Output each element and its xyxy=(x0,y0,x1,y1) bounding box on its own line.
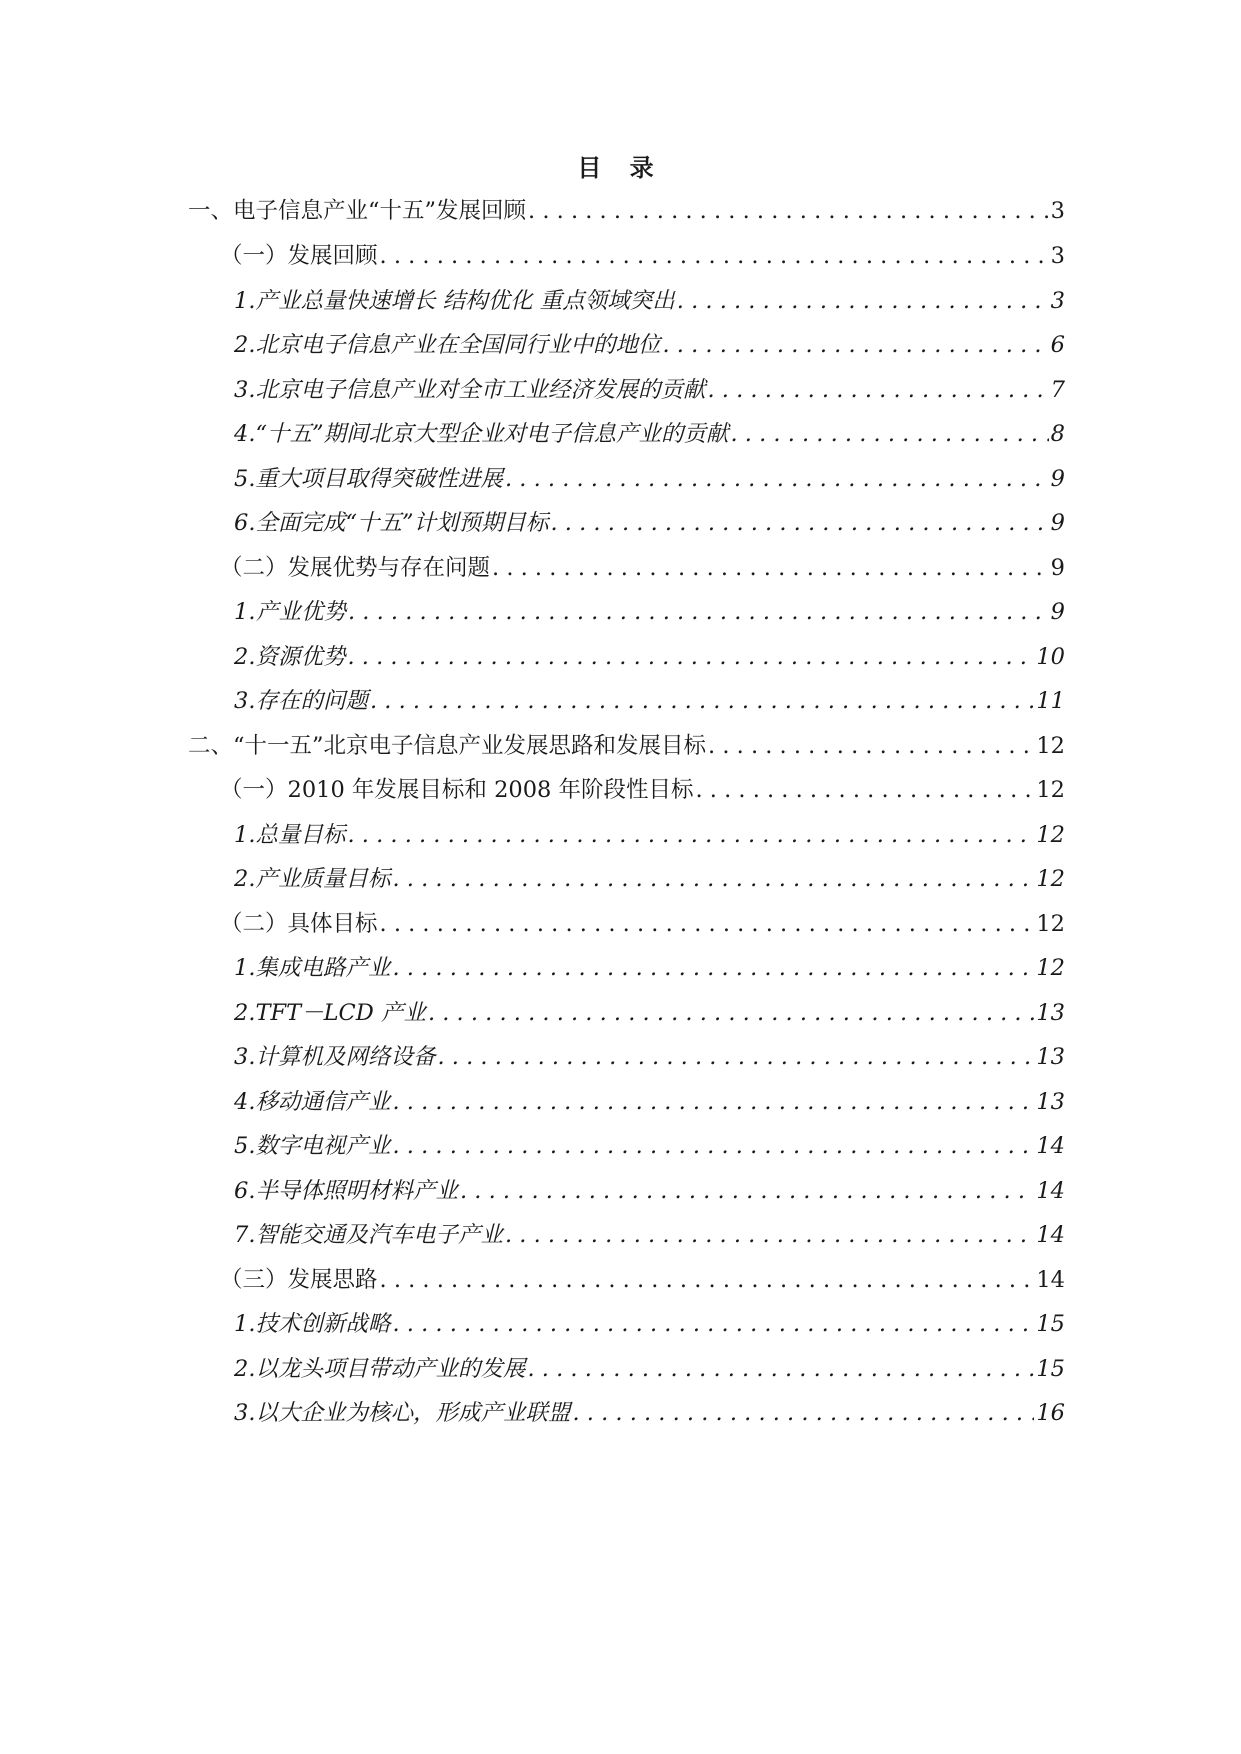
entry-label: 北京电子信息产业在全国同行业中的地位 xyxy=(255,332,661,358)
dot-leader xyxy=(370,688,1034,714)
dot-leader xyxy=(505,466,1049,492)
entry-label: 技术创新战略 xyxy=(255,1311,391,1337)
entry-page: 12 xyxy=(1036,955,1065,981)
entry-page: 9 xyxy=(1050,510,1065,536)
toc-entry[interactable] xyxy=(234,372,1065,406)
toc-entry[interactable] xyxy=(234,283,1065,317)
entry-label: 计算机及网络设备 xyxy=(255,1044,436,1070)
entry-number: 1. xyxy=(234,288,256,314)
dot-leader xyxy=(460,1178,1034,1204)
entry-number: 2. xyxy=(234,332,256,358)
entry-label: 资源优势 xyxy=(255,644,346,670)
toc-entry[interactable] xyxy=(234,594,1065,628)
entry-number: 3. xyxy=(234,688,256,714)
toc-entry[interactable] xyxy=(234,1173,1065,1207)
dot-leader xyxy=(730,421,1048,447)
dot-leader xyxy=(528,198,1049,224)
dot-leader xyxy=(428,1000,1034,1026)
toc-entry[interactable] xyxy=(234,683,1065,717)
entry-label: 数字电视产业 xyxy=(255,1133,391,1159)
toc-entry[interactable] xyxy=(220,238,1065,272)
toc-entry[interactable] xyxy=(220,772,1065,806)
entry-page: 11 xyxy=(1036,688,1065,714)
entry-label: “十五”期间北京大型企业对电子信息产业的贡献 xyxy=(255,421,729,447)
entry-number: 一、 xyxy=(188,198,234,224)
entry-page: 14 xyxy=(1036,1133,1065,1159)
entry-page: 13 xyxy=(1036,1089,1065,1115)
dot-leader xyxy=(505,1222,1034,1248)
dot-leader xyxy=(707,377,1048,403)
entry-label: 移动通信产业 xyxy=(255,1089,391,1115)
entry-page: 9 xyxy=(1050,466,1065,492)
entry-number: 5. xyxy=(234,466,256,492)
entry-page: 13 xyxy=(1036,1044,1065,1070)
entry-number: 1. xyxy=(234,822,256,848)
entry-page: 10 xyxy=(1036,644,1065,670)
entry-label: 以龙头项目带动产业的发展 xyxy=(255,1356,526,1382)
dot-leader xyxy=(527,1356,1034,1382)
dot-leader xyxy=(392,1311,1034,1337)
toc-entry[interactable] xyxy=(234,1306,1065,1340)
entry-label: 产业质量目标 xyxy=(255,866,391,892)
dot-leader xyxy=(708,733,1034,759)
entry-page: 14 xyxy=(1036,1178,1065,1204)
entry-page: 8 xyxy=(1050,421,1065,447)
entry-number: 5. xyxy=(234,1133,256,1159)
dot-leader xyxy=(695,777,1034,803)
toc-entry[interactable] xyxy=(188,728,1065,762)
dot-leader xyxy=(392,955,1034,981)
dot-leader xyxy=(380,1267,1035,1293)
toc-entry[interactable] xyxy=(220,1262,1065,1296)
entry-page: 16 xyxy=(1036,1400,1065,1426)
dot-leader xyxy=(677,288,1049,314)
dot-leader xyxy=(572,1400,1034,1426)
entry-label: 半导体照明材料产业 xyxy=(255,1178,458,1204)
entry-label: 电子信息产业“十五”发展回顾 xyxy=(233,198,527,224)
toc-entry[interactable] xyxy=(234,1084,1065,1118)
toc-entry[interactable] xyxy=(234,327,1065,361)
entry-label: 集成电路产业 xyxy=(255,955,391,981)
entry-page: 14 xyxy=(1036,1267,1065,1293)
toc-entry[interactable] xyxy=(234,1351,1065,1385)
dot-leader xyxy=(550,510,1048,536)
toc-entry[interactable] xyxy=(234,505,1065,539)
dot-leader xyxy=(347,644,1034,670)
entry-label: 以大企业为核心，形成产业联盟 xyxy=(255,1400,571,1426)
entry-label: 总量目标 xyxy=(255,822,346,848)
entry-number: 4. xyxy=(234,421,256,447)
toc-entry[interactable] xyxy=(234,416,1065,450)
entry-number: 6. xyxy=(234,1178,256,1204)
toc-entry[interactable] xyxy=(234,1039,1065,1073)
entry-number: 3. xyxy=(234,1044,256,1070)
entry-page: 15 xyxy=(1036,1311,1065,1337)
entry-page: 9 xyxy=(1050,599,1065,625)
toc-entry[interactable] xyxy=(234,1395,1065,1429)
toc-entry[interactable] xyxy=(188,193,1065,227)
entry-label: （三）发展思路 xyxy=(220,1267,378,1293)
toc-entry[interactable] xyxy=(234,639,1065,673)
entry-label: 重大项目取得突破性进展 xyxy=(255,466,503,492)
dot-leader xyxy=(380,243,1049,269)
entry-page: 12 xyxy=(1036,822,1065,848)
toc-entry[interactable] xyxy=(220,550,1065,584)
entry-label: TFT－LCD 产业 xyxy=(255,1000,426,1026)
toc-entry[interactable] xyxy=(234,817,1065,851)
entry-number: 3. xyxy=(234,377,256,403)
entry-page: 3 xyxy=(1050,288,1065,314)
entry-number: 2. xyxy=(234,1356,256,1382)
entry-page: 14 xyxy=(1036,1222,1065,1248)
entry-page: 12 xyxy=(1036,866,1065,892)
entry-label: 产业总量快速增长 结构优化 重点领域突出 xyxy=(255,288,675,314)
entry-label: 全面完成“十五”计划预期目标 xyxy=(255,510,549,536)
toc-entry[interactable] xyxy=(234,1217,1065,1251)
entry-number: 2. xyxy=(234,644,256,670)
entry-number: 2. xyxy=(234,1000,256,1026)
entry-label: （一）2010 年发展目标和 2008 年阶段性目标 xyxy=(220,777,694,803)
entry-label: 北京电子信息产业对全市工业经济发展的贡献 xyxy=(255,377,706,403)
entry-label: 智能交通及汽车电子产业 xyxy=(255,1222,503,1248)
dot-leader xyxy=(392,1133,1034,1159)
entry-page: 7 xyxy=(1050,377,1065,403)
entry-number: 二、 xyxy=(188,733,234,759)
entry-label: （二）发展优势与存在问题 xyxy=(220,555,491,581)
toc-entry[interactable] xyxy=(234,1128,1065,1162)
entry-number: 1. xyxy=(234,955,256,981)
entry-page: 13 xyxy=(1036,1000,1065,1026)
entry-page: 6 xyxy=(1050,332,1065,358)
entry-page: 3 xyxy=(1050,198,1065,224)
dot-leader xyxy=(437,1044,1034,1070)
entry-label: “十一五”北京电子信息产业发展思路和发展目标 xyxy=(233,733,707,759)
entry-number: 6. xyxy=(234,510,256,536)
toc-entry[interactable] xyxy=(234,995,1065,1029)
entry-number: 1. xyxy=(234,1311,256,1337)
toc-title: 目 录 xyxy=(577,153,664,182)
dot-leader xyxy=(347,822,1034,848)
entry-label: 产业优势 xyxy=(255,599,346,625)
dot-leader xyxy=(380,911,1035,937)
dot-leader xyxy=(492,555,1049,581)
entry-page: 12 xyxy=(1036,777,1065,803)
toc-entry[interactable] xyxy=(220,906,1065,940)
dot-leader xyxy=(662,332,1048,358)
entry-label: （一）发展回顾 xyxy=(220,243,378,269)
entry-page: 3 xyxy=(1050,243,1065,269)
entry-number: 7. xyxy=(234,1222,256,1248)
dot-leader xyxy=(392,866,1034,892)
toc-entry[interactable] xyxy=(234,861,1065,895)
entry-page: 12 xyxy=(1036,911,1065,937)
entry-number: 4. xyxy=(234,1089,256,1115)
entry-number: 3. xyxy=(234,1400,256,1426)
entry-page: 12 xyxy=(1036,733,1065,759)
toc-entry[interactable] xyxy=(234,950,1065,984)
toc-entry[interactable] xyxy=(234,461,1065,495)
entry-number: 2. xyxy=(234,866,256,892)
entry-page: 15 xyxy=(1036,1356,1065,1382)
dot-leader xyxy=(392,1089,1034,1115)
entry-label: （二）具体目标 xyxy=(220,911,378,937)
entry-number: 1. xyxy=(234,599,256,625)
dot-leader xyxy=(348,599,1049,625)
entry-page: 9 xyxy=(1050,555,1065,581)
entry-label: 存在的问题 xyxy=(255,688,368,714)
